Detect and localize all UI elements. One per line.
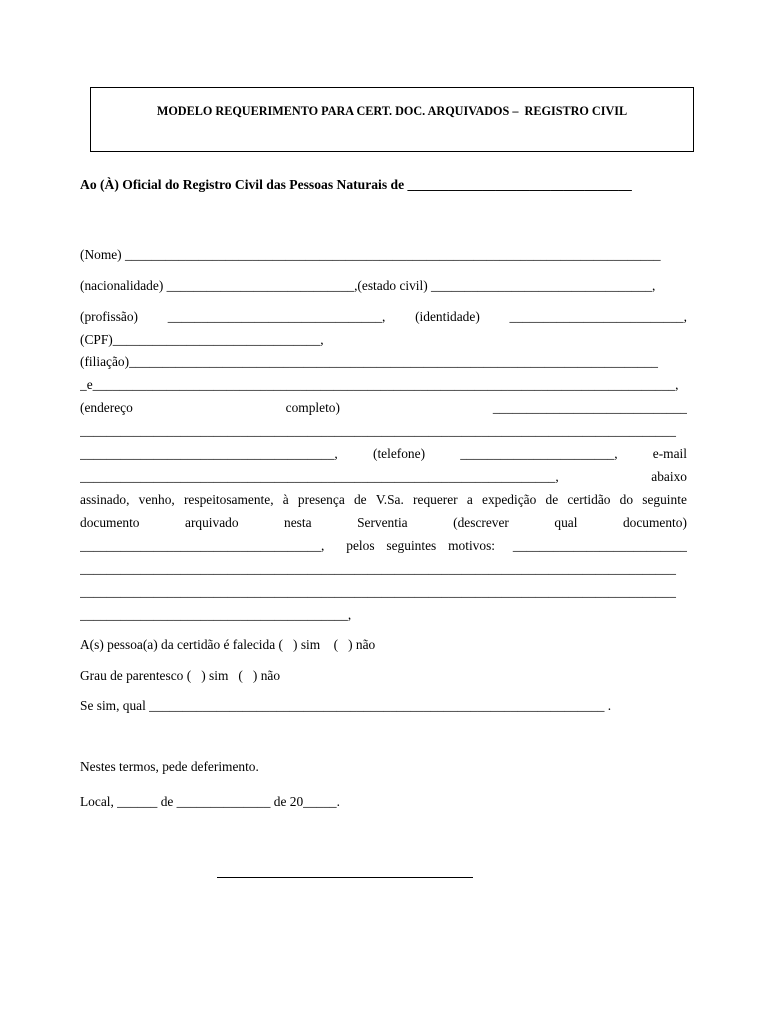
title-box (90, 87, 694, 152)
word: do (619, 492, 634, 507)
endereco-label: (endereço (80, 400, 133, 415)
filiacao-e-line: _e_______________________________________________________________________________________, (80, 377, 679, 392)
identidade-blank: __________________________, (509, 309, 687, 324)
nacionalidade-line: (nacionalidade) ____________________________,(estado civil) _________________________________, (80, 278, 656, 293)
profissao-line (80, 308, 687, 325)
document-title: MODELO REQUERIMENTO PARA CERT. DOC. ARQUIVADOS – REGISTRO CIVIL (156, 104, 628, 118)
motivos-blank-line-3: ________________________________________, (80, 607, 352, 622)
se-sim-line: Se sim, qual ____________________________________________________________________ . (80, 698, 612, 713)
word: V.Sa. (375, 492, 404, 507)
motivos-blank: __________________________ (512, 538, 687, 553)
motivos-line (80, 537, 687, 554)
word: respeitosamente, (183, 492, 274, 507)
local-date-line: Local, ______ de ______________ de 20_____. (80, 794, 340, 809)
profissao-label: (profissão) (80, 309, 139, 324)
endereco-blank-end: ______________________________________, (80, 446, 338, 461)
signature-line (217, 877, 473, 878)
endereco-blank: _____________________________ (492, 400, 687, 415)
abaixo-word: abaixo (651, 469, 687, 484)
parentesco-line: Grau de parentesco ( ) sim ( ) não (80, 668, 281, 683)
word: seguinte (642, 492, 687, 507)
word: seguintes (386, 538, 437, 553)
motivos-blank-line-1: _________________________________________________________________________________________ (80, 561, 676, 576)
profissao-blank: ________________________________, (167, 309, 386, 324)
word: a (466, 492, 473, 507)
assinado-line (80, 491, 687, 508)
word: qual (554, 515, 578, 530)
email-line (80, 468, 687, 485)
email-blank: _______________________________________________________________________, (80, 469, 559, 484)
word: nesta (284, 515, 312, 530)
word: expedição (482, 492, 537, 507)
completo-label: completo) (285, 400, 340, 415)
addressee-line: Ao (À) Oficial do Registro Civil das Pessoas Naturais de _________________________________ (80, 177, 632, 192)
word: de (545, 492, 559, 507)
documento-blank: ____________________________________, (80, 538, 325, 553)
motivos-blank-line-2: _________________________________________________________________________________________ (80, 584, 676, 599)
nome-line: (Nome) ________________________________________________________________________________ (80, 247, 661, 262)
word: Serventia (357, 515, 408, 530)
word: assinado, (80, 492, 130, 507)
identidade-label: (identidade) (415, 309, 480, 324)
endereco-blank-line: _________________________________________________________________________________________ (80, 423, 676, 438)
falecida-line: A(s) pessoa(a) da certidão é falecida ( ) sim ( ) não (80, 637, 376, 652)
word: presença (297, 492, 345, 507)
cpf-line: (CPF)_______________________________, (80, 332, 324, 347)
filiacao-line: (filiação)_______________________________________________________________________________ (80, 354, 658, 369)
word: de (353, 492, 367, 507)
word: motivos: (448, 538, 495, 553)
word: documento) (622, 515, 687, 530)
word: à (282, 492, 289, 507)
word: requerer (413, 492, 458, 507)
word: arquivado (185, 515, 239, 530)
documento-line (80, 514, 687, 531)
endereco-line (80, 399, 687, 416)
email-label: e-mail (652, 446, 687, 461)
word: pelos (346, 538, 375, 553)
word: (descrever (453, 515, 509, 530)
telefone-line (80, 445, 687, 462)
word: certidão (567, 492, 611, 507)
closing-line: Nestes termos, pede deferimento. (80, 759, 259, 774)
word: documento (80, 515, 140, 530)
telefone-label: (telefone) (372, 446, 426, 461)
telefone-blank: _______________________, (460, 446, 618, 461)
word: venho, (138, 492, 175, 507)
